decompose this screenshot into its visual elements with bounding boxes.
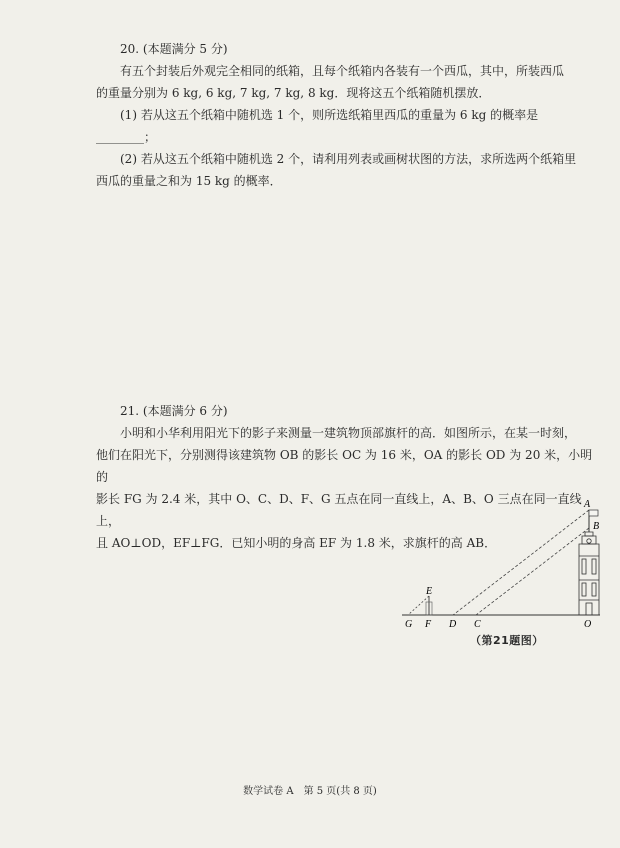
figure-21-caption: （第21题图） <box>470 634 544 647</box>
question-21-line-4: 且 AO⊥OD，EF⊥FG．已知小明的身高 EF 为 1.8 米，求旗杆的高 AB． <box>96 536 497 550</box>
question-21-title: 21. (本题满分 6 分) <box>120 404 228 418</box>
figure-21-diagram <box>398 498 608 648</box>
label-O: O <box>584 619 592 630</box>
building <box>579 532 599 615</box>
page-footer: 数学试卷 A 第 5 页(共 8 页) <box>243 786 377 797</box>
label-F: F <box>425 619 432 630</box>
label-B: B <box>593 521 600 532</box>
label-A: A <box>584 499 591 510</box>
question-20-title: 20. (本题满分 5 分) <box>120 42 228 56</box>
label-E: E <box>426 586 433 597</box>
question-20 <box>96 38 596 192</box>
ray-A-D <box>453 510 589 615</box>
question-20-line-2: 的重量分别为 6 kg, 6 kg, 7 kg, 7 kg, 8 kg．现将这五个纸箱随机摆放． <box>96 86 491 100</box>
question-20-part-2b: 西瓜的重量之和为 15 kg 的概率． <box>96 174 282 188</box>
question-20-part-2a: (2) 若从这五个纸箱中随机选 2 个，请利用列表或画树状图的方法，求所选两个纸箱里 <box>120 152 577 166</box>
question-21-line-2: 他们在阳光下，分别测得该建筑物 OB 的影长 OC 为 16 米，OA 的影长 OD 为 20 米，小明的 <box>96 448 593 484</box>
ray-B-C <box>476 528 589 615</box>
label-D: D <box>449 619 457 630</box>
label-C: C <box>474 619 481 630</box>
label-G: G <box>405 619 413 630</box>
flag <box>589 510 598 516</box>
question-21-line-1: 小明和小华利用阳光下的影子来测量一建筑物顶部旗杆的高．如图所示，在某一时刻， <box>120 426 577 440</box>
question-20-line-1: 有五个封装后外观完全相同的纸箱，且每个纸箱内各装有一个西瓜，其中，所装西瓜 <box>120 64 565 78</box>
question-21-line-3: 影长 FG 为 2.4 米，其中 O、C、D、F、G 五点在同一直线上，A、B、O 三点在同一直线上， <box>96 492 582 528</box>
question-20-part-1: (1) 若从这五个纸箱中随机选 1 个，则所选纸箱里西瓜的重量为 6 kg 的概率是________； <box>96 108 539 144</box>
